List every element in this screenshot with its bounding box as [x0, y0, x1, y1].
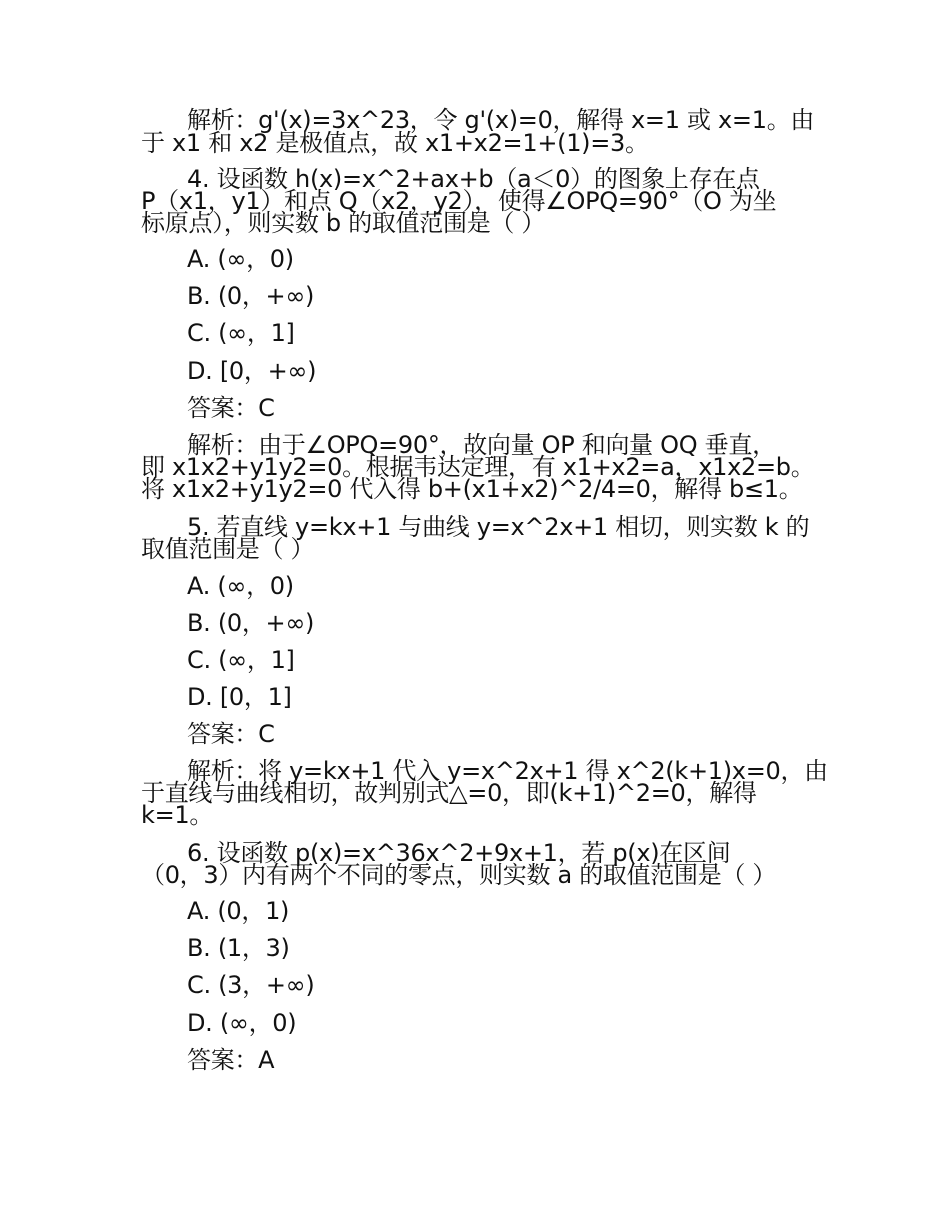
- q3-analysis-line-2: 于 x1 和 x2 是极值点，故 x1+x2=1+(1)=3。: [141, 129, 649, 157]
- q5-analysis-line-3: k=1。: [141, 801, 214, 829]
- q4-option-c: C. (∞，1]: [187, 319, 295, 347]
- q5-question-line-1: 5. 若直线 y=kx+1 与曲线 y=x^2x+1 相切，则实数 k 的: [187, 513, 810, 541]
- q3-analysis-line-1: 解析：g'(x)=3x^23，令 g'(x)=0，解得 x=1 或 x=1。由: [187, 106, 815, 134]
- q4-analysis-line-2: 即 x1x2+y1y2=0。根据韦达定理，有 x1+x2=a，x1x2=b。: [141, 453, 815, 481]
- q6-question-line-1: 6. 设函数 p(x)=x^36x^2+9x+1，若 p(x)在区间: [187, 839, 731, 867]
- q4-question-line-2: P（x1，y1）和点 Q（x2，y2），使得∠OPQ=90°（O 为坐: [141, 187, 777, 215]
- q6-option-b: B. (1，3): [187, 934, 290, 962]
- q5-option-c: C. (∞，1]: [187, 646, 295, 674]
- q6-option-d: D. (∞，0): [187, 1009, 297, 1037]
- q5-option-d: D. [0，1]: [187, 683, 292, 711]
- q4-option-a: A. (∞，0): [187, 245, 294, 273]
- q4-answer: 答案：C: [187, 394, 275, 422]
- q6-question-line-2: （0，3）内有两个不同的零点，则实数 a 的取值范围是（ ）: [141, 861, 777, 889]
- q5-analysis-line-2: 于直线与曲线相切，故判别式△=0，即(k+1)^2=0，解得: [141, 779, 757, 807]
- q6-option-a: A. (0，1): [187, 897, 290, 925]
- q5-answer: 答案：C: [187, 720, 275, 748]
- q4-analysis-line-3: 将 x1x2+y1y2=0 代入得 b+(x1+x2)^2/4=0，解得 b≤1。: [141, 475, 803, 503]
- q5-option-b: B. (0，+∞): [187, 609, 315, 637]
- q5-question-line-2: 取值范围是（ ）: [141, 535, 315, 563]
- q4-question-line-1: 4. 设函数 h(x)=x^2+ax+b（a＜0）的图象上存在点: [187, 165, 760, 193]
- q5-option-a: A. (∞，0): [187, 572, 294, 600]
- q5-analysis-line-1: 解析：将 y=kx+1 代入 y=x^2x+1 得 x^2(k+1)x=0，由: [187, 757, 828, 785]
- q4-option-d: D. [0，+∞): [187, 357, 317, 385]
- q6-answer: 答案：A: [187, 1046, 275, 1074]
- q4-option-b: B. (0，+∞): [187, 282, 315, 310]
- q6-option-c: C. (3，+∞): [187, 971, 315, 999]
- q4-question-line-3: 标原点），则实数 b 的取值范围是（ ）: [141, 209, 546, 237]
- q4-analysis-line-1: 解析：由于∠OPQ=90°，故向量 OP 和向量 OQ 垂直，: [187, 431, 776, 459]
